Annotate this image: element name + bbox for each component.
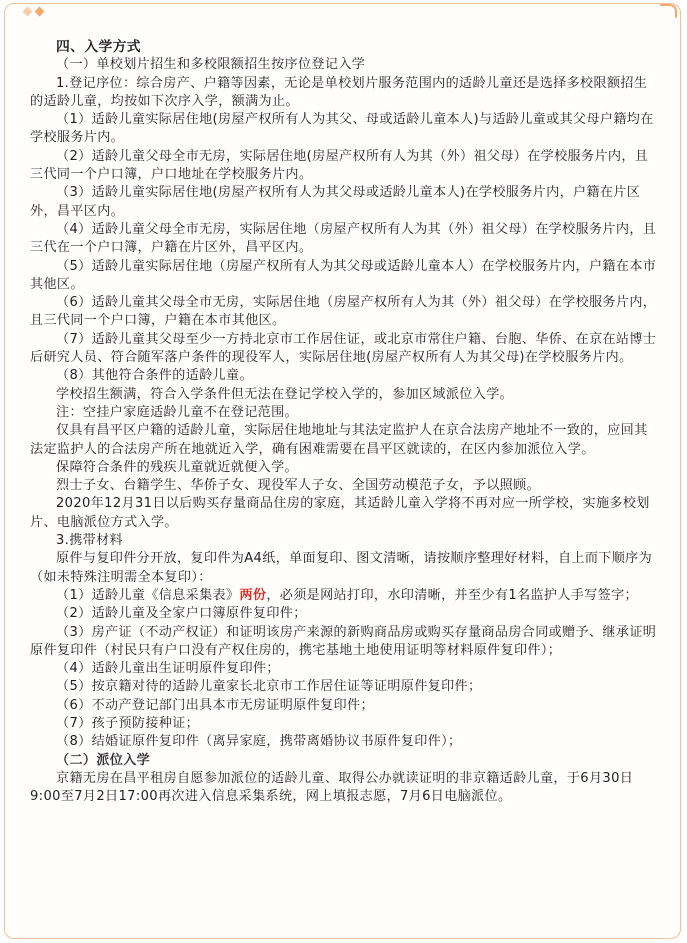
material-item: （8）结婚证原件复印件（离异家庭，携带离婚协议书原件复印件）； <box>56 734 462 750</box>
section-title: 四、入学方式 <box>56 39 141 55</box>
order-item: （5）适龄儿童实际居住地（房屋产权所有人为其父母或适龄儿童本人）在学校服务片内，户籍在本市其他区。 <box>30 258 657 292</box>
emphasis-two-copies: 两份 <box>239 587 267 603</box>
paragraph: 保障符合条件的残疾儿童就近就便入学。 <box>56 459 298 475</box>
paragraph: 原件与复印件分开放，复印件为A4纸，单面复印、图文清晰，请按顺序整理好材料，自上而下顺序为（如未特殊注明需全本复印）： <box>30 551 653 585</box>
article-body <box>30 38 660 806</box>
materials-title: 3.携带材料 <box>56 533 123 549</box>
material-item: （6）不动产登记部门出具本市无房证明原件复印件； <box>56 697 374 713</box>
order-item: （1）适龄儿童实际居住地(房屋产权所有人为其父、母或适龄儿童本人)与适龄儿童或其父母户籍均在学校服务片内。 <box>30 112 654 146</box>
order-item: （2）适龄儿童父母全市无房，实际居住地(房屋产权所有人为其（外）祖父母）在学校服务片内，且三代同一个户口簿，户口地址在学校服务片内。 <box>30 148 649 183</box>
order-item: （6）适龄儿童其父母全市无房，实际居住地（房屋产权所有人为其（外）祖父母）在学校服务片内，且三代同一个户口簿，户籍在本市其他区。 <box>30 295 657 329</box>
material-item: （7）孩子预防接种证； <box>56 715 200 731</box>
paragraph: 1.登记序位：综合房产、户籍等因素，无论是单校划片服务范围内的适龄儿童还是选择多校限额招生的适龄儿童，均按如下次序入学，额满为止。 <box>30 75 648 109</box>
subsection-title: （二）派位入学 <box>56 752 151 768</box>
order-item: （4）适龄儿童父母全市无房，实际居住地（房屋产权所有人为其（外）祖父母）在学校服务片内，且三代在一个户口簿，户籍在片区外，昌平区内。 <box>30 221 657 256</box>
order-item: （3）适龄儿童实际居住地(房屋产权所有人为其父母或适龄儿童本人)在学校服务片内，户籍在片区外，昌平区内。 <box>30 185 641 219</box>
material-item: （2）适龄儿童及全家户口簿原件复印件； <box>56 606 307 622</box>
paragraph: 仅具有昌平区户籍的适龄儿童，实际居住地地址与其法定监护人在京合法房产地址不一致的，应回其法定监护人的合法房产所在地就近入学，确有困难需要在昌平区就读的，在区内参加派位入学。 <box>30 423 648 457</box>
order-item: （7）适龄儿童其父母至少一方持北京市工作居住证，或北京市常住户籍、台胞、华侨、在京在站博士后研究人员、符合随军落户条件的现役军人，实际居住地(房屋产权所有人为其父母)在学校服务片内。 <box>30 331 657 366</box>
paragraph: 学校招生额满，符合入学条件但无法在登记学校入学的，参加区域派位入学。 <box>56 386 514 402</box>
subsection-title: （一）单校划片招生和多校限额招生按序位登记入学 <box>56 57 366 73</box>
order-item: （8）其他符合条件的适龄儿童。 <box>56 368 253 384</box>
material-item: （5）按京籍对待的适龄儿童家长北京市工作居住证等证明原件复印件； <box>56 679 482 695</box>
paragraph: 烈士子女、台籍学生、华侨子女、现役军人子女、全国劳动模范子女，予以照顾。 <box>56 478 540 494</box>
material-item: （3）房产证（不动产权证）和证明该房产来源的新购商品房或购买存量商品房合同或赠予、继承证明原件复印件（村民只有户口没有产权住房的，携宅基地土地使用证明等材料原件复印件）； <box>30 624 657 658</box>
material-item <box>30 587 660 605</box>
material-text: （1）适龄儿童《信息采集表》 <box>56 587 240 603</box>
material-item: （4）适龄儿童出生证明原件复印件； <box>56 661 280 677</box>
material-text: ，必须是网站打印，水印清晰，并至少有1名监护人手写签字； <box>266 587 639 603</box>
paragraph: 2020年12月31日以后购买存量商品住房的家庭，其适龄儿童入学将不再对应一所学校，实施多校划片、电脑派位方式入学。 <box>30 496 650 530</box>
note: 注：空挂户家庭适龄儿童不在登记范围。 <box>56 404 298 420</box>
paragraph: 京籍无房在昌平租房自愿参加派位的适龄儿童、取得公办就读证明的非京籍适龄儿童，于6月30日9:00至7月2日17:00再次进入信息采集系统，网上填报志愿，7月6日电脑派位。 <box>30 770 634 805</box>
